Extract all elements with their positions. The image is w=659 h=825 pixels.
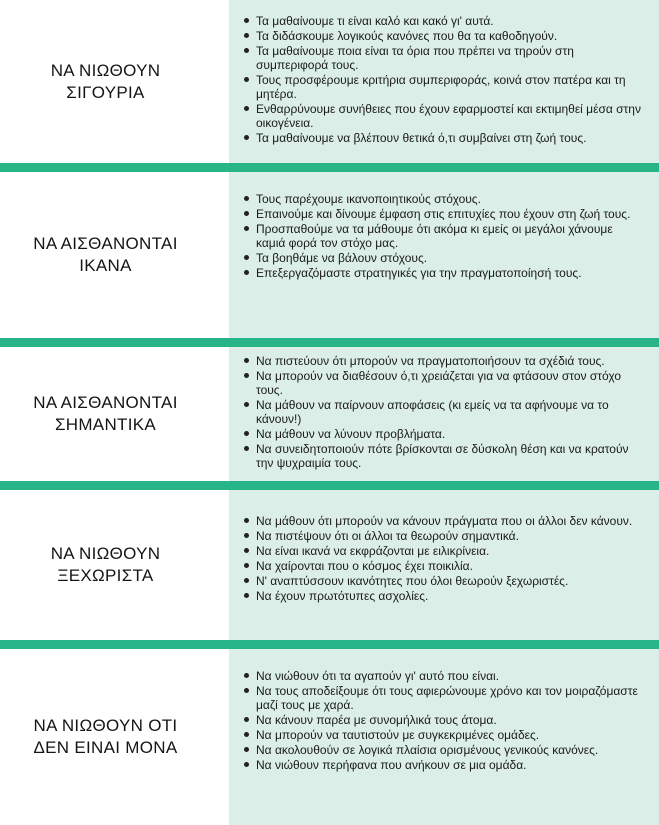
section-title-line: ΝΑ ΑΙΣΘΑΝΟΝΤΑΙ (33, 393, 178, 412)
bullet-list (243, 192, 645, 281)
section-title-line: ΝΑ ΝΙΩΘΟΥΝ (50, 60, 161, 80)
section-content-cell (229, 490, 659, 640)
section-title-line: ΣΗΜΑΝΤΙΚΑ (54, 415, 157, 434)
section-special (0, 490, 659, 640)
section-content-cell (229, 347, 659, 481)
list-item: Να μάθουν να λύνουν προβλήματα. (243, 427, 645, 441)
list-item: Να τους αποδείξουμε ότι τους αφιερώνουμε χρόνο και τον μοιραζόμαστε μαζί τους με χαρά. (243, 684, 645, 712)
section-security (0, 0, 659, 163)
list-item: Να μάθουν να παίρνουν αποφάσεις (κι εμείς να τα αφήνουμε να το κάνουν!) (243, 398, 645, 426)
list-item: Τα μαθαίνουμε τι είναι καλό και κακό γι' αυτά. (243, 14, 645, 28)
section-not-alone (0, 649, 659, 825)
list-item: Να κάνουν παρέα με συνομήλικά τους άτομα. (243, 713, 645, 727)
section-important (0, 347, 659, 481)
list-item: Τα μαθαίνουμε να βλέπουν θετικά ό,τι συμβαίνει στη ζωή τους. (243, 131, 645, 145)
list-item: Επαινούμε και δίνουμε έμφαση στις επιτυχίες που έχουν στη ζωή τους. (243, 207, 645, 221)
list-item: Να πιστέψουν ότι οι άλλοι τα θεωρούν σημαντικά. (243, 529, 645, 543)
section-title (33, 233, 177, 277)
column-gutter (211, 172, 229, 338)
section-content-cell (229, 172, 659, 338)
bullet-list (243, 354, 645, 471)
section-title-line: ΝΑ ΝΙΩΘΟΥΝ (50, 544, 161, 563)
column-gutter (211, 490, 229, 640)
section-title-cell (0, 649, 211, 825)
section-title (51, 543, 161, 587)
list-item: Να νιώθουν περήφανα που ανήκουν σε μια ομάδα. (243, 758, 645, 772)
section-title-line: ΔΕΝ ΕΙΝΑΙ ΜΟΝΑ (33, 738, 178, 757)
list-item: Να μάθουν ότι μπορούν να κάνουν πράγματα που οι άλλοι δεν κάνουν. (243, 514, 645, 528)
list-item: Να μπορούν να διαθέσουν ό,τι χρειάζεται για να φτάσουν στον στόχο τους. (243, 369, 645, 397)
list-item: Τους προσφέρουμε κριτήρια συμπεριφοράς, κοινά στον πατέρα και τη μητέρα. (243, 73, 645, 101)
section-title-cell (0, 347, 211, 481)
column-gutter (211, 0, 229, 163)
section-content-cell (229, 649, 659, 825)
section-divider (0, 481, 659, 490)
section-title-line: ΙΚΑΝΑ (79, 256, 132, 275)
section-divider (0, 640, 659, 649)
bullet-list (243, 669, 645, 773)
section-title-line: ΣΙΓΟΥΡΙΑ (66, 82, 145, 102)
section-title (51, 60, 161, 104)
list-item: Τα μαθαίνουμε ποια είναι τα όρια που πρέπει να τηρούν στη συμπεριφορά τους. (243, 44, 645, 72)
section-title-cell (0, 490, 211, 640)
list-item: Να νιώθουν ότι τα αγαπούν γι' αυτό που είναι. (243, 669, 645, 683)
list-item: Επεξεργαζόμαστε στρατηγικές για την πραγματοποίησή τους. (243, 266, 645, 280)
list-item: Να συνειδητοποιούν πότε βρίσκονται σε δύσκολη θέση και να κρατούν την ψυχραιμία τους. (243, 442, 645, 470)
section-capable (0, 172, 659, 338)
list-item: Να ακολουθούν σε λογικά πλαίσια ορισμένους γενικούς κανόνες. (243, 743, 645, 757)
section-title-line: ΝΑ ΝΙΩΘΟΥΝ ΟΤΙ (33, 716, 178, 735)
section-title-cell (0, 172, 211, 338)
list-item: Τα διδάσκουμε λογικούς κανόνες που θα τα καθοδηγούν. (243, 29, 645, 43)
section-title (33, 392, 177, 436)
column-gutter (211, 649, 229, 825)
list-item: Να πιστεύουν ότι μπορούν να πραγματοποιήσουν τα σχέδιά τους. (243, 354, 645, 368)
section-title-line: ΝΑ ΑΙΣΘΑΝΟΝΤΑΙ (33, 234, 178, 253)
section-title-cell (0, 0, 211, 163)
list-item: Τα βοηθάμε να βάλουν στόχους. (243, 251, 645, 265)
section-title (33, 715, 177, 759)
section-divider (0, 338, 659, 347)
column-gutter (211, 347, 229, 481)
section-divider (0, 163, 659, 172)
list-item: Να μπορούν να ταυτιστούν με συγκεκριμένες ομάδες. (243, 728, 645, 742)
list-item: Ν' αναπτύσσουν ικανότητες που όλοι θεωρούν ξεχωριστές. (243, 574, 645, 588)
list-item: Να είναι ικανά να εκφράζονται με ειλικρίνεια. (243, 544, 645, 558)
list-item: Προσπαθούμε να τα μάθουμε ότι ακόμα κι εμείς οι μεγάλοι χάνουμε καμιά φορά τον στόχο μας. (243, 222, 645, 250)
list-item: Να έχουν πρωτότυπες ασχολίες. (243, 589, 645, 603)
list-item: Τους παρέχουμε ικανοποιητικούς στόχους. (243, 192, 645, 206)
bullet-list (243, 14, 645, 146)
section-title-line: ΞΕΧΩΡΙΣΤΑ (57, 566, 154, 585)
bullet-list (243, 514, 645, 604)
list-item: Ενθαρρύνουμε συνήθειες που έχουν εφαρμοστεί και εκτιμηθεί μέσα στην οικογένεια. (243, 102, 645, 130)
section-content-cell (229, 0, 659, 163)
list-item: Να χαίρονται που ο κόσμος έχει ποικιλία. (243, 559, 645, 573)
